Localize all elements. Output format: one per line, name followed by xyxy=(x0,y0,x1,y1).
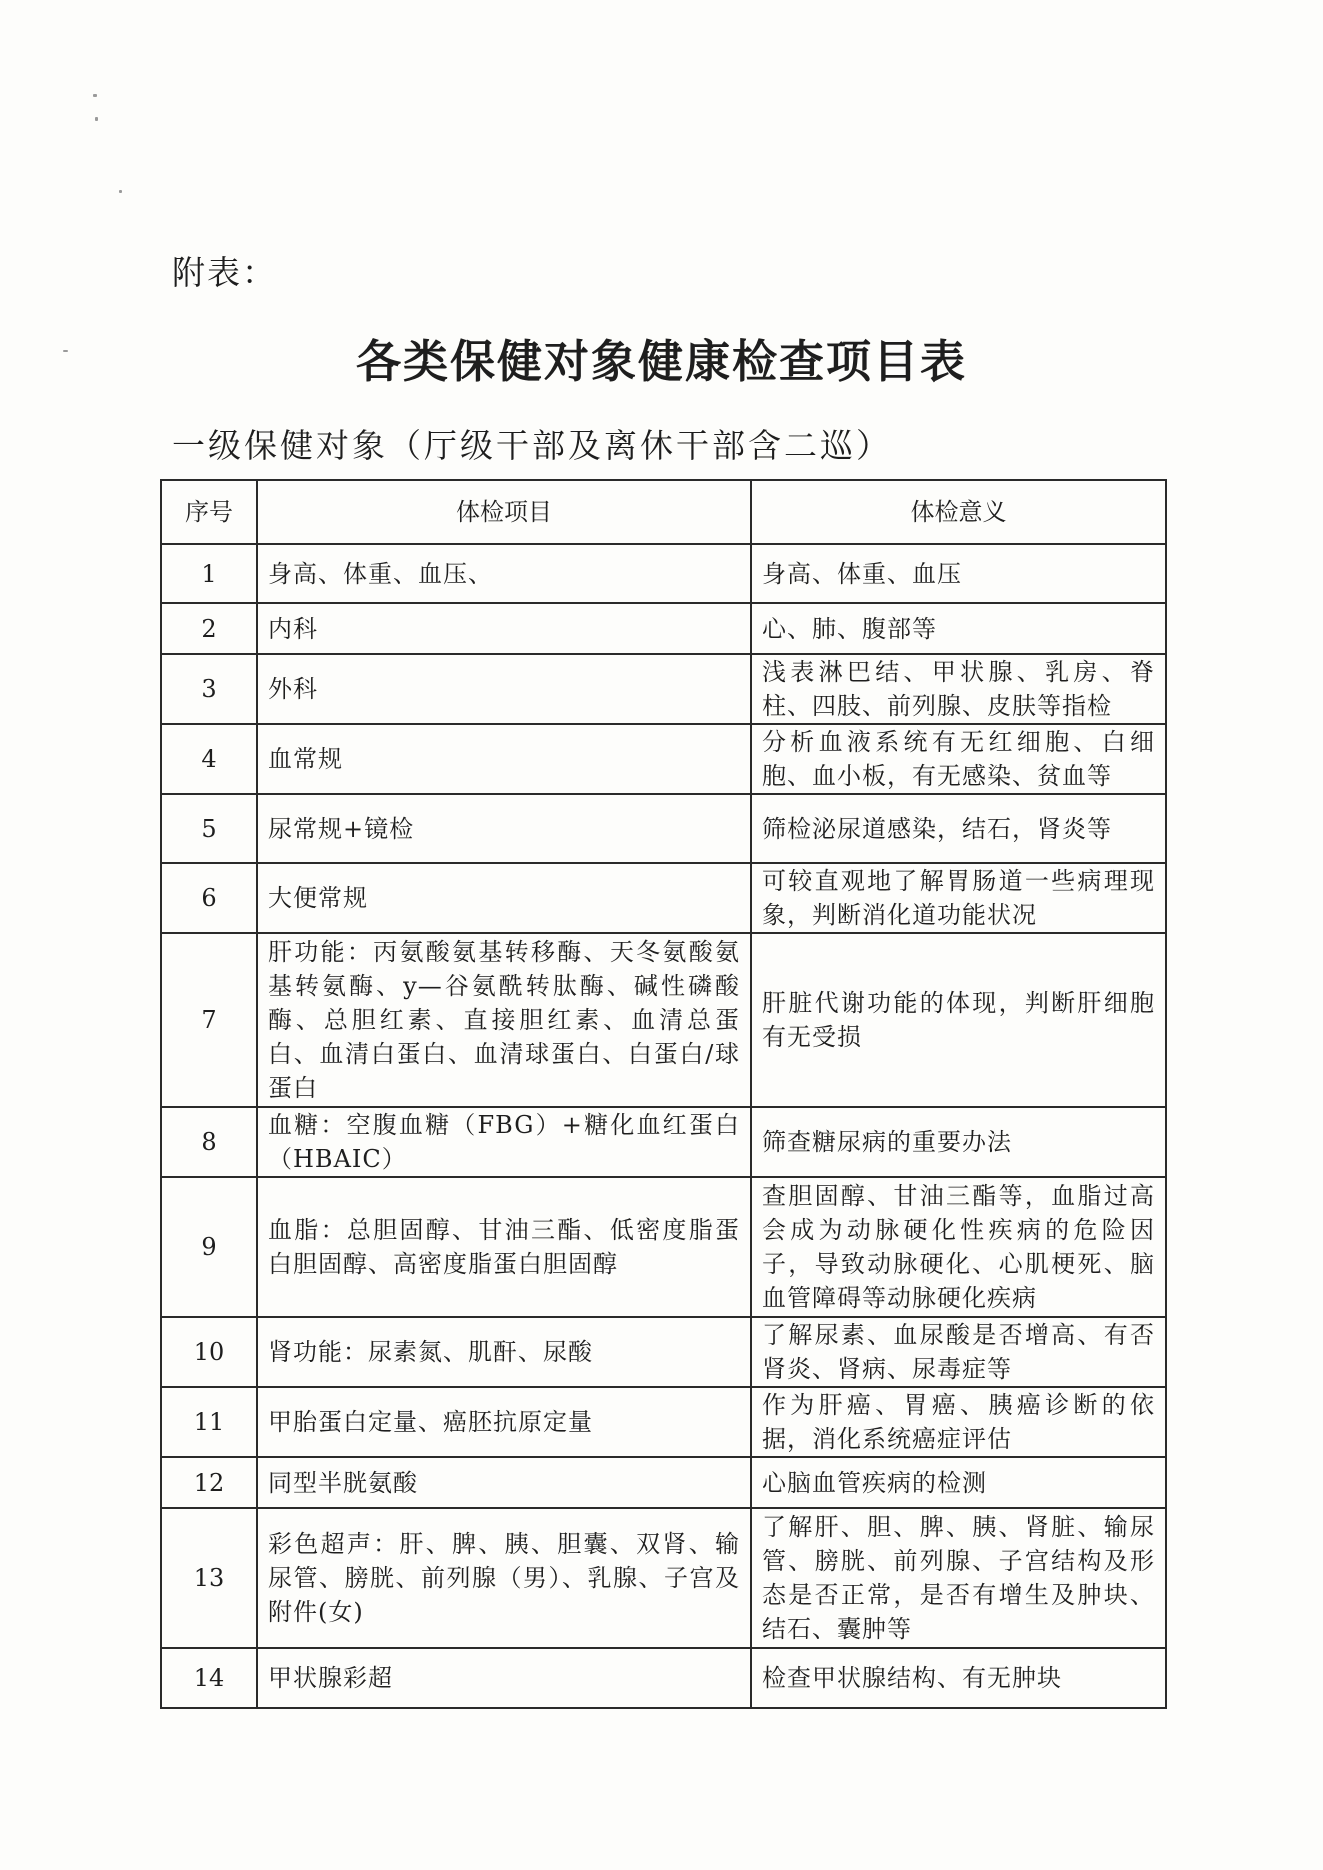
row-meaning: 检查甲状腺结构、有无肿块 xyxy=(751,1648,1166,1708)
row-meaning: 分析血液系统有无红细胞、白细胞、血小板，有无感染、贫血等 xyxy=(751,724,1166,794)
row-seq: 10 xyxy=(161,1317,257,1387)
header-seq: 序号 xyxy=(161,480,257,544)
row-meaning: 查胆固醇、甘油三酯等，血脂过高会成为动脉硬化性疾病的危险因子，导致动脉硬化、心肌梗死、脑血管障碍等动脉硬化疾病 xyxy=(751,1177,1166,1317)
table-row xyxy=(161,1648,1166,1708)
header-item: 体检项目 xyxy=(257,480,751,544)
row-meaning: 作为肝癌、胃癌、胰癌诊断的依据，消化系统癌症评估 xyxy=(751,1387,1166,1457)
scan-speck xyxy=(119,190,122,193)
table-row xyxy=(161,654,1166,724)
row-seq: 6 xyxy=(161,863,257,933)
section-heading: 一级保健对象（厅级干部及离休干部含二巡） xyxy=(172,426,892,465)
table-row xyxy=(161,1177,1166,1317)
row-item: 身高、体重、血压、 xyxy=(257,544,751,603)
table-row xyxy=(161,1457,1166,1508)
row-item: 尿常规+镜检 xyxy=(257,794,751,863)
table-row xyxy=(161,1508,1166,1648)
row-item: 血糖：空腹血糖（FBG）+糖化血红蛋白（HBAIC） xyxy=(257,1107,751,1177)
row-seq: 5 xyxy=(161,794,257,863)
row-seq: 13 xyxy=(161,1508,257,1648)
row-meaning: 心、肺、腹部等 xyxy=(751,603,1166,654)
row-seq: 11 xyxy=(161,1387,257,1457)
row-item: 甲状腺彩超 xyxy=(257,1648,751,1708)
row-meaning: 浅表淋巴结、甲状腺、乳房、脊柱、四肢、前列腺、皮肤等指检 xyxy=(751,654,1166,724)
row-seq: 12 xyxy=(161,1457,257,1508)
row-item: 甲胎蛋白定量、癌胚抗原定量 xyxy=(257,1387,751,1457)
table-row xyxy=(161,603,1166,654)
row-seq: 14 xyxy=(161,1648,257,1708)
row-meaning: 了解尿素、血尿酸是否增高、有否肾炎、肾病、尿毒症等 xyxy=(751,1317,1166,1387)
table-row xyxy=(161,724,1166,794)
row-seq: 2 xyxy=(161,603,257,654)
row-meaning: 身高、体重、血压 xyxy=(751,544,1166,603)
table-row xyxy=(161,933,1166,1107)
row-meaning: 了解肝、胆、脾、胰、肾脏、输尿管、膀胱、前列腺、子宫结构及形态是否正常，是否有增生及肿块、结石、囊肿等 xyxy=(751,1508,1166,1648)
table-row xyxy=(161,544,1166,603)
row-item: 大便常规 xyxy=(257,863,751,933)
row-meaning: 肝脏代谢功能的体现，判断肝细胞有无受损 xyxy=(751,933,1166,1107)
scan-speck xyxy=(93,94,97,97)
row-item: 内科 xyxy=(257,603,751,654)
table-header-row xyxy=(161,480,1166,544)
table-row xyxy=(161,794,1166,863)
row-seq: 3 xyxy=(161,654,257,724)
annex-label: 附表： xyxy=(172,253,277,292)
row-item: 肾功能：尿素氮、肌酐、尿酸 xyxy=(257,1317,751,1387)
row-item: 血常规 xyxy=(257,724,751,794)
header-meaning: 体检意义 xyxy=(751,480,1166,544)
scan-speck xyxy=(95,117,98,121)
row-item: 血脂：总胆固醇、甘油三酯、低密度脂蛋白胆固醇、高密度脂蛋白胆固醇 xyxy=(257,1177,751,1317)
table-row xyxy=(161,1387,1166,1457)
table-row xyxy=(161,863,1166,933)
row-item: 同型半胱氨酸 xyxy=(257,1457,751,1508)
table-row xyxy=(161,1317,1166,1387)
row-seq: 4 xyxy=(161,724,257,794)
row-meaning: 可较直观地了解胃肠道一些病理现象，判断消化道功能状况 xyxy=(751,863,1166,933)
row-seq: 8 xyxy=(161,1107,257,1177)
row-item: 彩色超声：肝、脾、胰、胆囊、双肾、输尿管、膀胱、前列腺（男）、乳腺、子宫及附件(女) xyxy=(257,1508,751,1648)
row-meaning: 筛查糖尿病的重要办法 xyxy=(751,1107,1166,1177)
row-seq: 7 xyxy=(161,933,257,1107)
table-row xyxy=(161,1107,1166,1177)
row-meaning: 心脑血管疾病的检测 xyxy=(751,1457,1166,1508)
row-item: 肝功能：丙氨酸氨基转移酶、天冬氨酸氨基转氨酶、y—谷氨酰转肽酶、碱性磷酸酶、总胆红素、直接胆红素、血清总蛋白、血清白蛋白、血清球蛋白、白蛋白/球蛋白 xyxy=(257,933,751,1107)
page-title: 各类保健对象健康检查项目表 xyxy=(355,335,967,388)
row-item: 外科 xyxy=(257,654,751,724)
checkup-items-table xyxy=(160,479,1167,1709)
row-seq: 9 xyxy=(161,1177,257,1317)
row-meaning: 筛检泌尿道感染，结石，肾炎等 xyxy=(751,794,1166,863)
row-seq: 1 xyxy=(161,544,257,603)
